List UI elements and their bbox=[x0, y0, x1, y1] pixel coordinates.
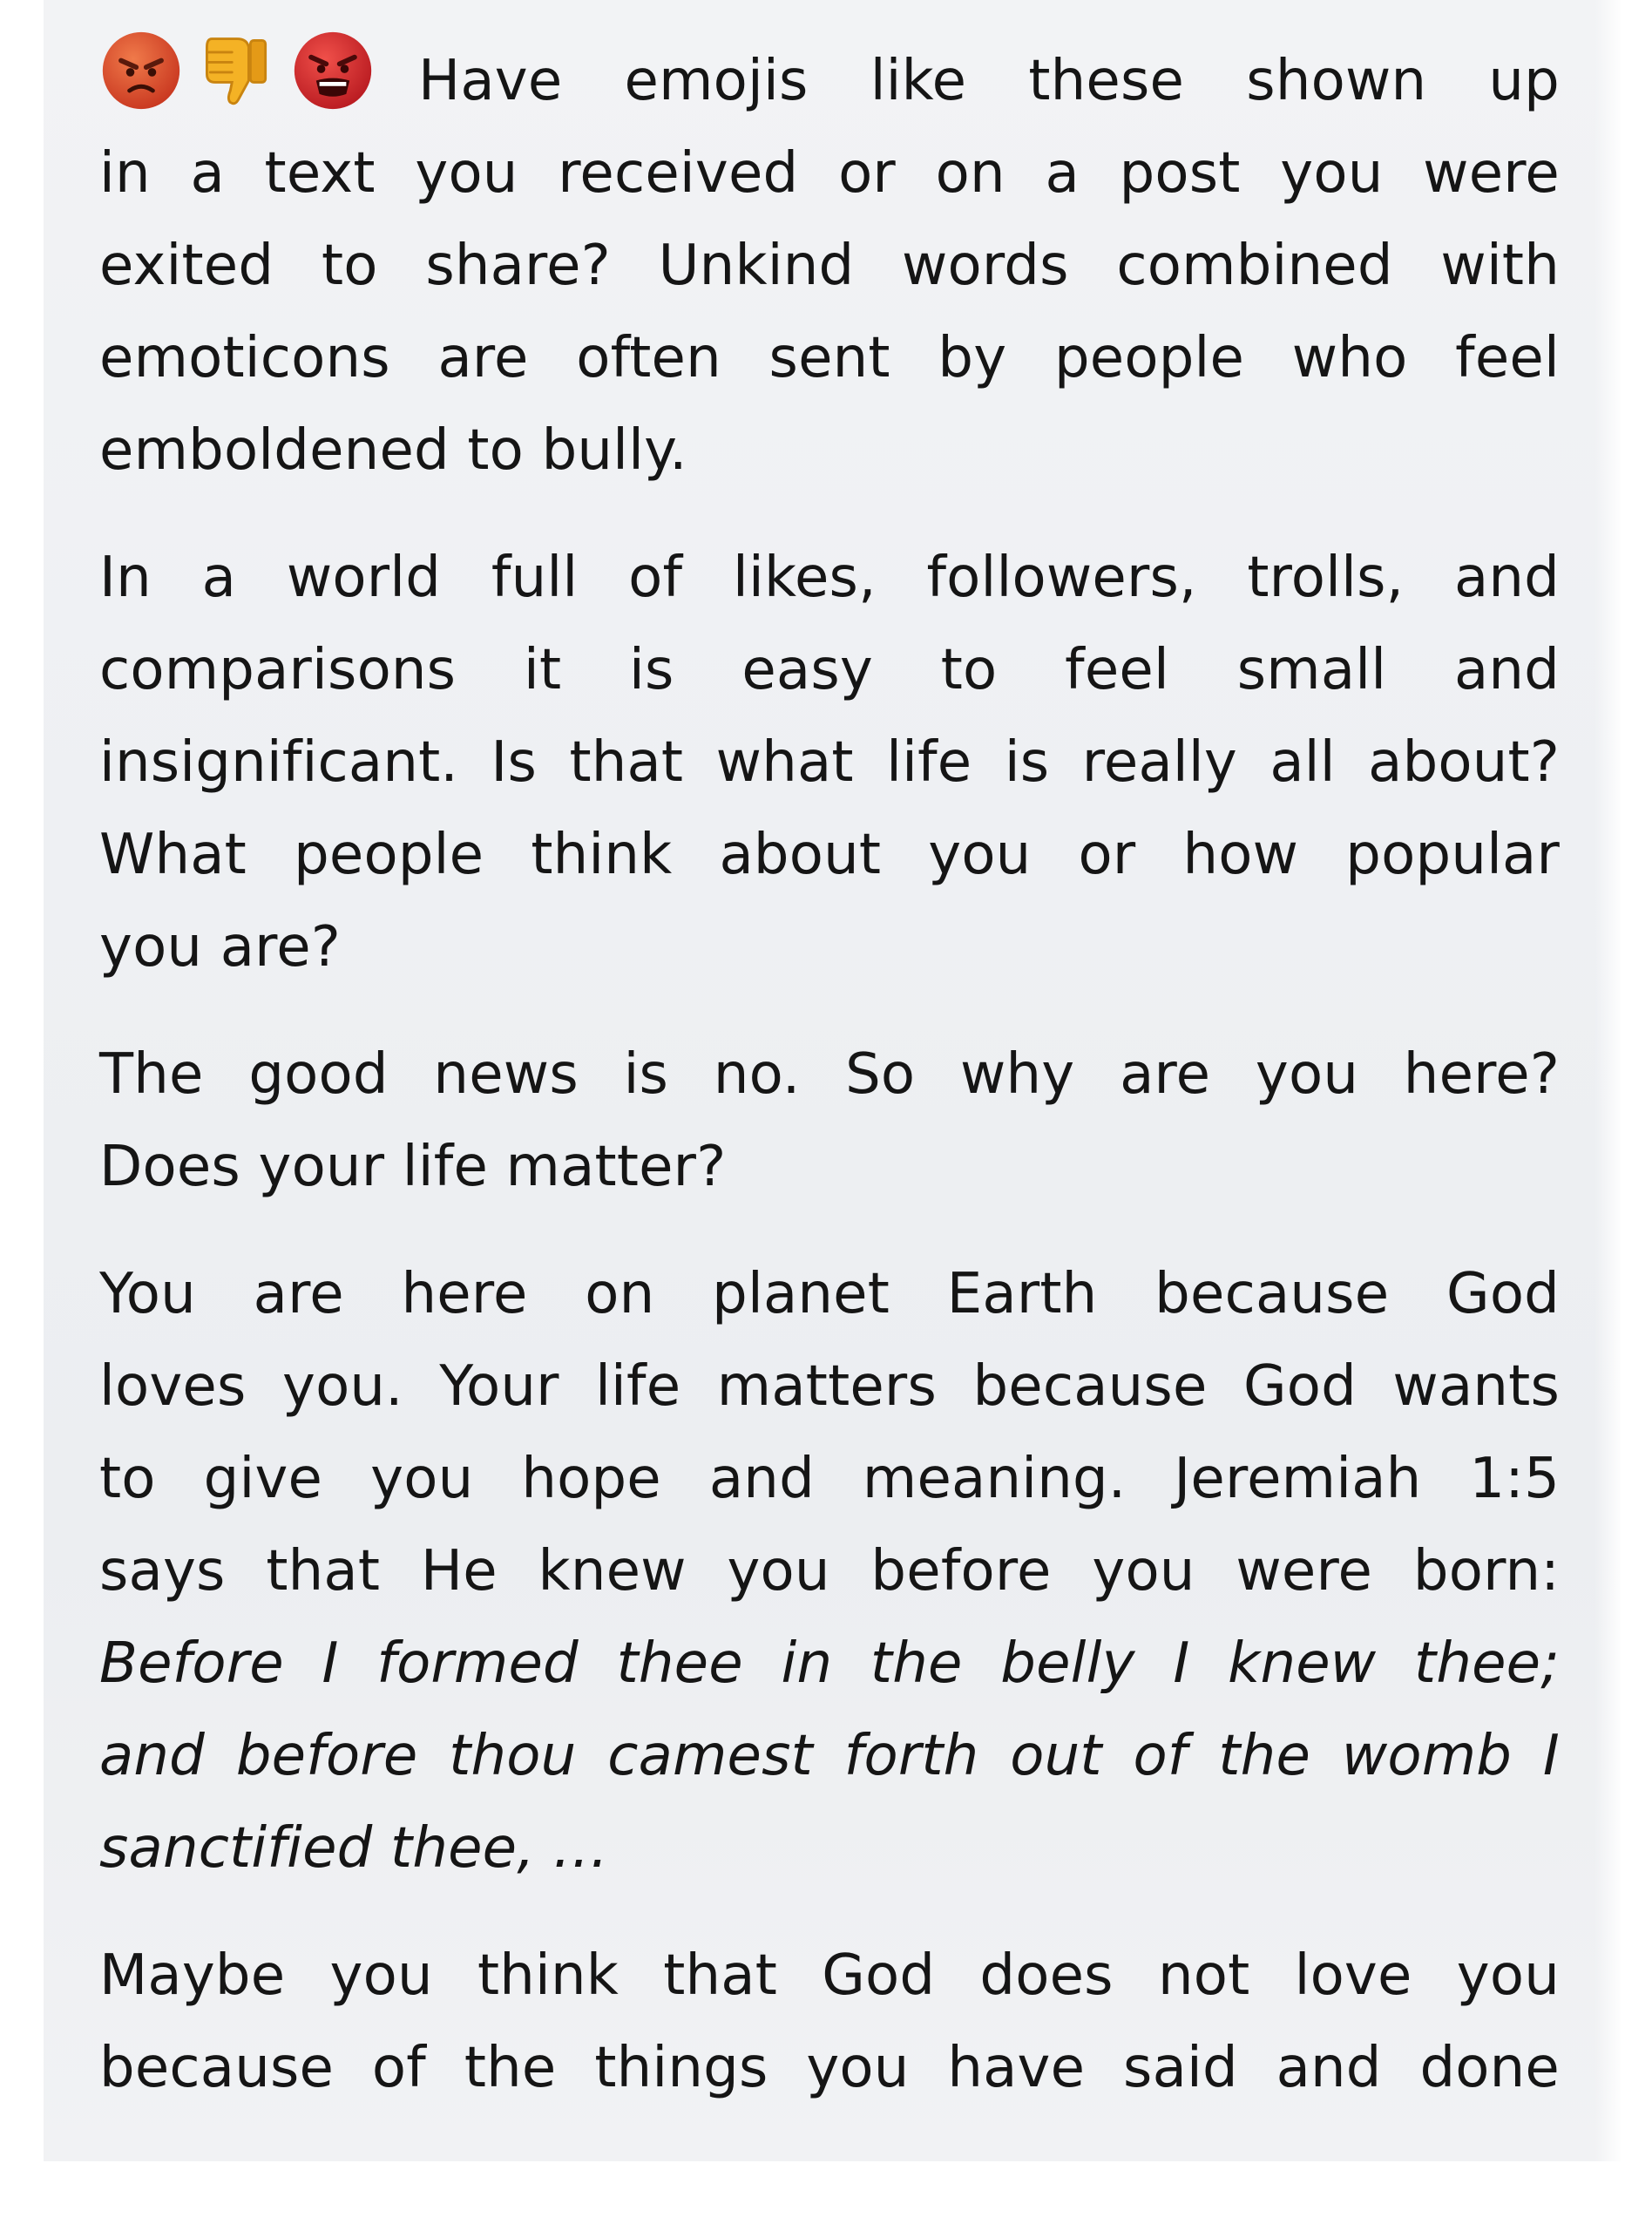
paragraph-line: emboldened to bully. bbox=[99, 418, 687, 483]
paragraph-line: In a world full of likes, followers, trolls, and bbox=[99, 546, 1560, 610]
paragraph-line: What people think about you or how popular bbox=[99, 823, 1560, 887]
paragraph-emojis bbox=[99, 35, 1560, 497]
paragraph-line: You are here on planet Earth because God bbox=[99, 1262, 1560, 1326]
paragraph-good-news bbox=[99, 1028, 1560, 1213]
paragraph-maybe-you-think bbox=[99, 1929, 1560, 2114]
screaming-angry-face-emoji-icon bbox=[291, 29, 375, 112]
paragraph-line: Maybe you think that God does not love you bbox=[99, 1943, 1560, 2008]
scripture-quote-line: and before thou camest forth out of the womb I bbox=[99, 1724, 1560, 1788]
paragraph-line: insignificant. Is that what life is really all about? bbox=[99, 730, 1560, 795]
paragraph-line: says that He knew you before you were born: bbox=[99, 1539, 1560, 1604]
paragraph-line: because of the things you have said and done bbox=[99, 2036, 1560, 2100]
paragraph-line: emoticons are often sent by people who feel bbox=[99, 326, 1560, 390]
paragraph-line: in a text you received or on a post you were bbox=[99, 141, 1560, 206]
paragraph-line: you are? bbox=[99, 915, 342, 980]
book-page bbox=[44, 0, 1621, 2161]
paragraph-god-loves-you bbox=[99, 1248, 1560, 1895]
thumbs-down-emoji-icon bbox=[195, 29, 279, 112]
paragraph-line: loves you. Your life matters because God wants bbox=[99, 1354, 1560, 1419]
paragraph-line: to give you hope and meaning. Jeremiah 1:5 bbox=[99, 1447, 1560, 1511]
paragraph-line: Does your life matter? bbox=[99, 1135, 727, 1199]
angry-face-emoji-icon bbox=[99, 29, 183, 112]
paragraph-line: comparisons it is easy to feel small and bbox=[99, 638, 1560, 702]
emoji-row bbox=[99, 29, 375, 112]
paragraph-line: exited to share? Unkind words combined with bbox=[99, 234, 1560, 298]
paragraph-likes-followers bbox=[99, 532, 1560, 993]
paragraph-first-line bbox=[99, 35, 1560, 127]
paragraph-line: Have emojis like these shown up bbox=[418, 49, 1560, 113]
paragraph-line: The good news is no. So why are you here? bbox=[99, 1042, 1560, 1107]
scripture-quote-line: sanctified thee, … bbox=[99, 1816, 609, 1881]
scripture-quote-line: Before I formed thee in the belly I knew thee; bbox=[99, 1631, 1560, 1696]
